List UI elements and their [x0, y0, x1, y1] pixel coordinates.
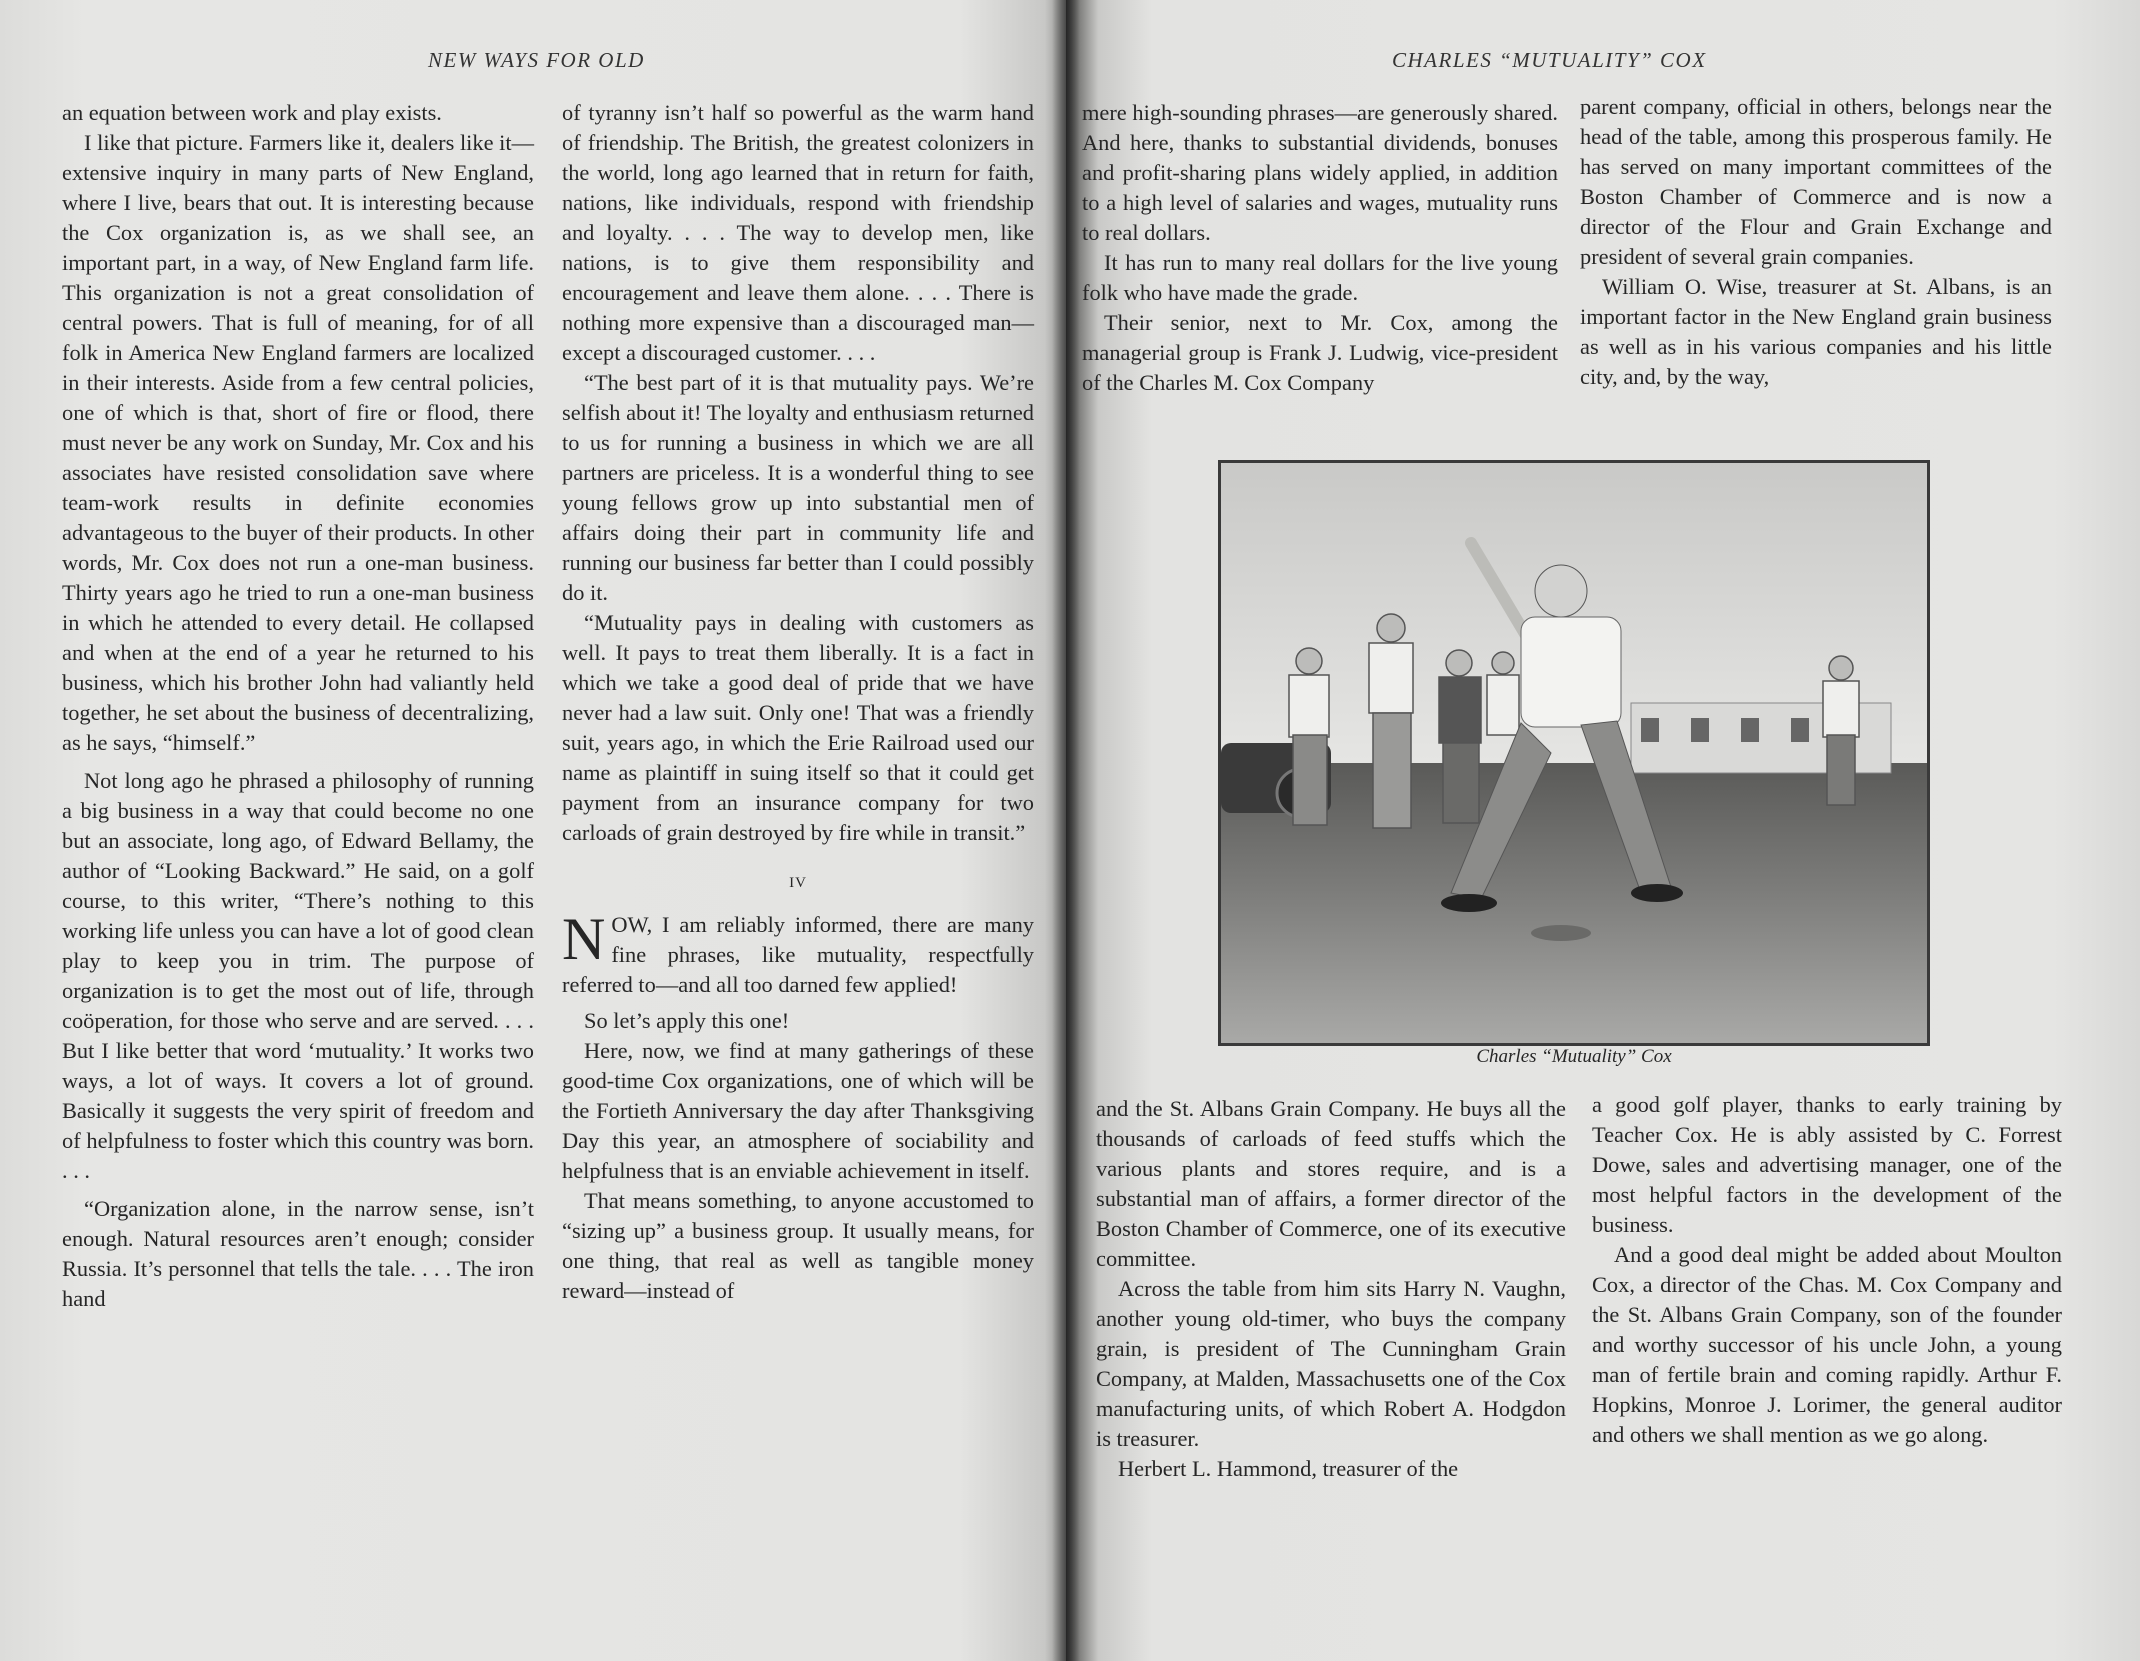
photo-caption: Charles “Mutuality” Cox	[1476, 1046, 1672, 1067]
paragraph: So let’s apply this one!	[584, 1008, 790, 1033]
paragraph: That means something, to anyone accustomed to “sizing up” a business group. It usually means, for one thing, that real as well as tangible money reward—instead of	[562, 1188, 1034, 1303]
paragraph: Their senior, next to Mr. Cox, among the managerial group is Frank J. Ludwig, vice-president of the Charles M. Cox Company	[1082, 310, 1558, 395]
home-plate	[1531, 925, 1591, 941]
paragraph: “Organization alone, in the narrow sense, isn’t enough. Natural resources aren’t enough; consider Russia. It’s personnel that tells the tale. . . . The iron hand	[62, 1196, 534, 1311]
paragraph: And a good deal might be added about Moulton Cox, a director of the Chas. M. Cox Company and the St. Albans Grain Company, son of the founder and worthy successor of his uncle John, a young man of fertile brain and coming rapidly. Arthur F. Hopkins, Monroe J. Lorimer, the general auditor and others we shall mention as we go along.	[1592, 1242, 2062, 1447]
paragraph: “Mutuality pays in dealing with customers as well. It pays to treat them liberally. It is a fact in which we take a good deal of pride that we have never had a law suit. Only one! That was a friendly suit, years ago, in which the Erie Railroad used our name as plaintiff in suing itself so that it could get payment from an insurance company for two carloads of grain destroyed by fire while in transit.”	[562, 610, 1034, 845]
paragraph: Here, now, we find at many gatherings of these good-time Cox organizations, one of which will be the Fortieth Anniversary the day after Thanksgiving Day this year, an atmosphere of sociability and helpfulness that is an enviable achievement in itself.	[562, 1038, 1034, 1183]
paragraph: and the St. Albans Grain Company. He buys all the thousands of carloads of feed stuffs which the various plants and stores require, and is a substantial man of affairs, a former director of the Boston Chamber of Commerce, one of its executive committee.	[1096, 1096, 1566, 1271]
paragraph: an equation between work and play exists.	[62, 100, 442, 125]
paragraph: Herbert L. Hammond, treasurer of the	[1118, 1456, 1459, 1481]
photograph	[1218, 460, 1930, 1046]
section-opening-paragraph	[562, 906, 1034, 1000]
left-page	[0, 0, 1066, 1661]
paragraph: William O. Wise, treasurer at St. Albans, is an important factor in the New England grain business as well as in his various companies and his little city, and, by the way,	[1580, 274, 2052, 389]
right-bottom-column-2	[1592, 1090, 2062, 1450]
paragraph: parent company, official in others, belongs near the head of the table, among this prosperous family. He has served on many important committees of the Boston Chamber of Commerce and is now a director of the Flour and Grain Exchange and president of several grain companies.	[1580, 94, 2052, 269]
left-column-2	[562, 98, 1034, 1306]
section-number: IV	[789, 875, 807, 891]
opening-text: OW, I am reliably informed, there are many fine phrases, like mutuality, respectfully referred to—and all too darned few applied!	[562, 912, 1034, 997]
paragraph: a good golf player, thanks to early training by Teacher Cox. He is ably assisted by C. Forrest Dowe, sales and advertising manager, one of the most helpful factors in the development of the business.	[1592, 1092, 2062, 1237]
paragraph: I like that picture. Farmers like it, dealers like it—extensive inquiry in many parts of New England, where I live, bears that out. It is interesting because the Cox organization is, as we shall see, an important part, in a way, of New England farm life. This organization is not a great consolidation of central powers. That is full of meaning, for of all folk in America New England farmers are localized in their interests. Aside from a few central policies, one of which is that, short of fire or flood, there must never be any work on Sunday, Mr. Cox and his associates have resisted consolidation save where team-work results in definite economies advantageous to the buyer of their products. In other words, Mr. Cox does not run a one-man business. Thirty years ago he tried to run a one-man business in which he attended to every detail. He collapsed and when at the end of a year he returned to his business, which his brother John had valiantly held together, he set about the business of decentralizing, as he says, “himself.”	[62, 130, 534, 755]
paragraph: “The best part of it is that mutuality pays. We’re selfish about it! The loyalty and enthusiasm returned to us for running a business in which we are all partners are priceless. It is a wonderful thing to see young fellows grow up into substantial men of affairs doing their part in community life and running our business far better than I could possibly do it.	[562, 370, 1034, 605]
photo-illustration	[1221, 463, 1927, 1043]
paragraph: It has run to many real dollars for the live young folk who have made the grade.	[1082, 250, 1558, 305]
left-column-1	[62, 98, 534, 1314]
right-top-column-1	[1082, 98, 1558, 398]
right-top-column-2	[1580, 92, 2052, 392]
running-head-left: NEW WAYS FOR OLD	[428, 48, 645, 72]
paragraph: Not long ago he phrased a philosophy of running a big business in a way that could become no one but an associate, long ago, of Edward Bellamy, the author of “Looking Backward.” He said, on a golf course, to this writer, “There’s nothing to this working life unless you can have a lot of good clean play to keep you in trim. The purpose of organization is to get the most out of life, through coöperation, for those who serve and are served. . . . But I like better that word ‘mutuality.’ It works two ways, a lot of ways. It covers a lot of ground. Basically it suggests the very spirit of freedom and of helpfulness to foster which this country was born. . . .	[62, 768, 534, 1183]
running-head-right: CHARLES “MUTUALITY” COX	[1392, 48, 1707, 72]
paragraph: of tyranny isn’t half so powerful as the warm hand of friendship. The British, the greatest colonizers in the world, long ago learned that in return for faith, nations, like individuals, respond with friendship and loyalty. . . . The way to develop men, like nations, is to give them responsibility and encouragement and leave them alone. . . . There is nothing more expensive than a discouraged man—except a discouraged customer. . . .	[562, 100, 1034, 365]
right-bottom-column-1	[1096, 1094, 1566, 1484]
paragraph: Across the table from him sits Harry N. Vaughn, another young old-timer, who buys the company grain, is president of The Cunningham Grain Company, at Malden, Massachusetts one of the Cox manufacturing units, of which Robert A. Hodgdon is treasurer.	[1096, 1276, 1566, 1451]
book-gutter	[1052, 0, 1080, 1661]
paragraph: mere high-sounding phrases—are generously shared. And here, thanks to substantial dividends, bonuses and profit-sharing plans widely applied, in addition to a high level of salaries and wages, mutuality runs to real dollars.	[1082, 100, 1558, 245]
drop-cap: N	[562, 906, 606, 972]
